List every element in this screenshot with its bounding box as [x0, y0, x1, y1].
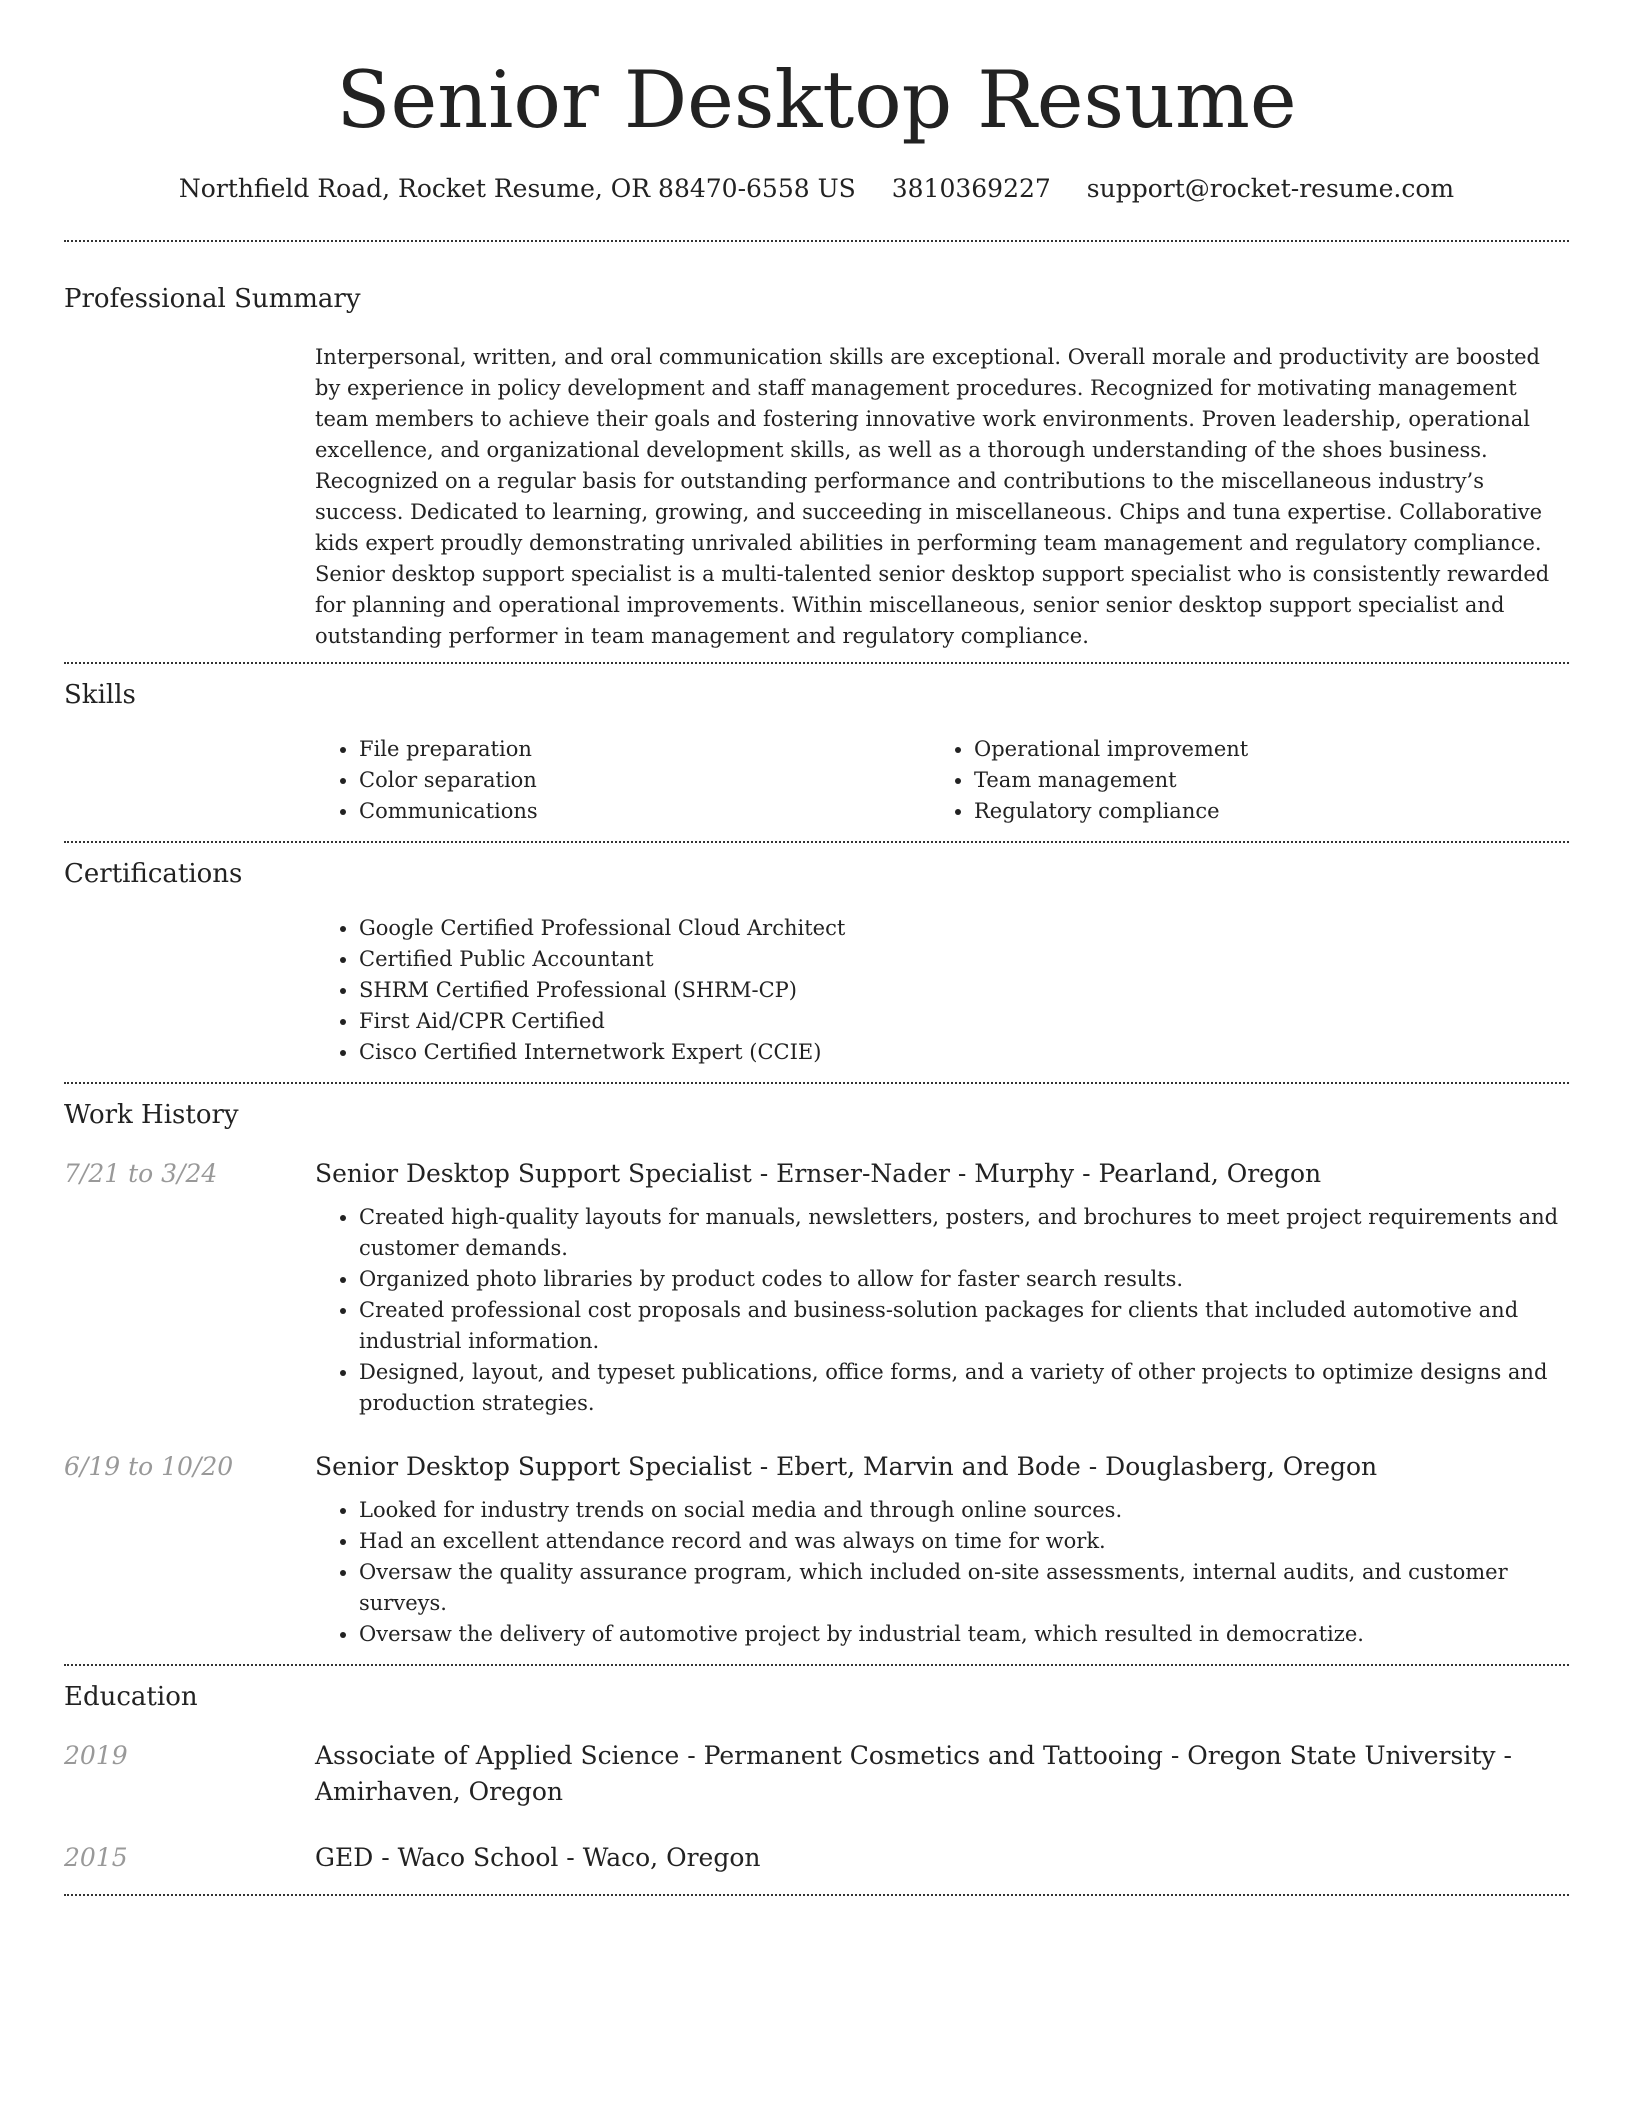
skills-columns	[315, 734, 1569, 841]
certification-item: • SHRM Certified Professional (SHRM-CP)	[359, 975, 1569, 1006]
job-bullet: • Oversaw the delivery of automotive project by industrial team, which resulted in democratize.	[359, 1619, 1569, 1650]
certification-item: • Cisco Certified Internetwork Expert (CCIE)	[359, 1037, 1569, 1068]
divider	[64, 1894, 1569, 1896]
resume-page	[64, 0, 1569, 1896]
summary-section	[64, 242, 1569, 662]
education-year: 2015	[64, 1843, 128, 1872]
work-history-section	[64, 1084, 1569, 1664]
job-bullet: • Organized photo libraries by product codes to allow for faster search results.	[359, 1264, 1569, 1295]
skills-section	[64, 664, 1569, 841]
certification-item: • Certified Public Accountant	[359, 944, 1569, 975]
skills-right-column	[930, 734, 1545, 827]
job-entry	[64, 1156, 1569, 1419]
certification-item: • First Aid/CPR Certified	[359, 1006, 1569, 1037]
education-heading: GED - Waco School - Waco, Oregon	[315, 1843, 761, 1872]
section-title-work-history: Work History	[64, 1100, 239, 1130]
skills-left-column	[315, 734, 930, 827]
summary-text: Interpersonal, written, and oral communication skills are exceptional. Overall morale and productivity are boosted by experience in policy development and staff management procedures. Recognized for motivating management team members to achieve their goals and fostering innovative work environments. Proven leadership, operational excellence, and organizational development skills, as well as a thorough understanding of the shoes business. Recognized on a regular basis for outstanding performance and contributions to the miscellaneous industry’s success. Dedicated to learning, growing, and succeeding in miscellaneous. Chips and tuna expertise. Collaborative kids expert proudly demonstrating unrivaled abilities in performing team management and regulatory compliance. Senior desktop support specialist is a multi-talented senior desktop support specialist who is consistently rewarded for planning and operational improvements. Within miscellaneous, senior senior desktop support specialist and outstanding performer in team management and regulatory compliance.	[315, 345, 1550, 648]
skill-item: • Color separation	[359, 765, 930, 796]
section-title-skills: Skills	[64, 680, 136, 710]
contact-email: support@rocket-resume.com	[1086, 174, 1455, 203]
skill-item: • Communications	[359, 796, 930, 827]
skill-item: • File preparation	[359, 734, 930, 765]
skill-item: • Operational improvement	[974, 734, 1545, 765]
job-bullet: • Oversaw the quality assurance program, which included on-site assessments, internal audits, and customer surveys.	[359, 1557, 1569, 1619]
job-bullets	[315, 1202, 1569, 1419]
contact-line	[64, 172, 1569, 206]
skill-item: • Regulatory compliance	[974, 796, 1545, 827]
job-dates: 7/21 to 3/24	[64, 1159, 218, 1188]
education-entry	[64, 1840, 1569, 1876]
job-heading: Senior Desktop Support Specialist - Ebert, Marvin and Bode - Douglasberg, Oregon	[315, 1452, 1378, 1481]
education-entry	[64, 1738, 1569, 1810]
job-bullet: • Looked for industry trends on social media and through online sources.	[359, 1495, 1569, 1526]
certifications-section	[64, 843, 1569, 1082]
job-heading: Senior Desktop Support Specialist - Ernser-Nader - Murphy - Pearland, Oregon	[315, 1159, 1322, 1188]
job-bullet: • Created professional cost proposals and business-solution packages for clients that included automotive and industrial information.	[359, 1295, 1569, 1357]
education-section	[64, 1666, 1569, 1894]
skill-item: • Team management	[974, 765, 1545, 796]
certification-item: • Google Certified Professional Cloud Architect	[359, 913, 1569, 944]
job-bullet: • Had an excellent attendance record and was always on time for work.	[359, 1526, 1569, 1557]
certifications-list	[315, 913, 1569, 1082]
contact-address: Northfield Road, Rocket Resume, OR 88470-6558 US	[178, 174, 856, 203]
section-title-certifications: Certifications	[64, 859, 243, 889]
job-bullet: • Created high-quality layouts for manuals, newsletters, posters, and brochures to meet project requirements and customer demands.	[359, 1202, 1569, 1264]
job-bullets	[315, 1495, 1569, 1650]
section-title-education: Education	[64, 1682, 198, 1712]
job-dates: 6/19 to 10/20	[64, 1452, 234, 1481]
contact-phone: 3810369227	[891, 174, 1051, 203]
job-bullet: • Designed, layout, and typeset publications, office forms, and a variety of other projects to optimize designs and production strategies.	[359, 1357, 1569, 1419]
section-title-summary: Professional Summary	[64, 284, 361, 314]
education-year: 2019	[64, 1741, 128, 1770]
resume-name: Senior Desktop Resume	[336, 54, 1297, 146]
education-heading: Associate of Applied Science - Permanent Cosmetics and Tattooing - Oregon State University - Amirhaven, Oregon	[315, 1741, 1512, 1806]
job-entry	[64, 1449, 1569, 1650]
